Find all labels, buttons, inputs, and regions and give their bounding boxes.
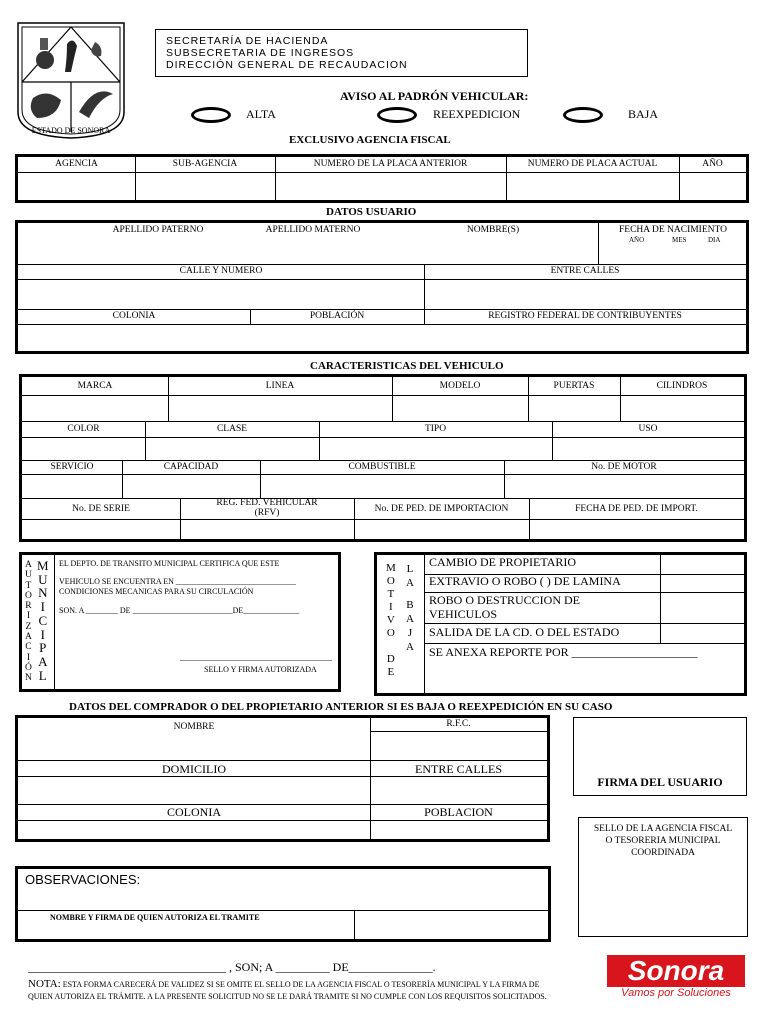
color-input[interactable] — [22, 438, 145, 460]
autoriza-tramite-input[interactable] — [355, 911, 546, 939]
sub-agencia-input[interactable] — [135, 173, 275, 200]
autorizacion-text-1: EL DEPTO. DE TRANSITO MUNICIPAL CERTIFICA QUE ESTE — [59, 559, 280, 568]
linea-input[interactable] — [168, 396, 392, 421]
placa-anterior-input[interactable] — [275, 173, 506, 200]
firma-autorizada-label: SELLO Y FIRMA AUTORIZADA — [204, 665, 317, 674]
agencia-input[interactable] — [18, 173, 135, 200]
sonora-logo-wordmark: Sonora — [607, 955, 745, 987]
vehiculo-section-title: CARACTERISTICAS DEL VEHICULO — [310, 360, 504, 372]
comprador-colonia-input[interactable] — [18, 821, 370, 839]
nombre-label: NOMBRE(S) — [466, 225, 520, 235]
clase-input[interactable] — [145, 438, 319, 460]
clase-label: CLASE — [216, 424, 248, 434]
comprador-domicilio-input[interactable] — [18, 777, 370, 804]
fecha-ped-input[interactable] — [529, 520, 744, 539]
comprador-entre-calles-label: ENTRE CALLES — [415, 762, 502, 776]
fecha-mes-label: MES — [672, 236, 687, 244]
marca-input[interactable] — [22, 396, 168, 421]
calle-label: CALLE Y NUMERO — [179, 266, 263, 276]
autorizacion-text-3: CONDICIONES MECANICAS PARA SU CIRCULACIÓN — [59, 587, 254, 596]
entre-calles-label: ENTRE CALLES — [550, 266, 620, 276]
observaciones-box — [15, 866, 551, 942]
cilindros-label: CILINDROS — [656, 381, 708, 391]
motivo-baja-box — [374, 552, 747, 696]
aviso-title: AVISO AL PADRÓN VEHICULAR: — [340, 89, 529, 103]
autoriza-tramite-label: NOMBRE Y FIRMA DE QUIEN AUTORIZA EL TRAMITE — [50, 913, 260, 922]
comprador-poblacion-input[interactable] — [370, 821, 547, 839]
uso-label: USO — [638, 424, 658, 434]
firma-usuario-label: FIRMA DEL USUARIO — [597, 775, 723, 789]
apellido-paterno-label: APELLIDO PATERNO — [112, 225, 204, 235]
nota-text-1: ESTA FORMA CARECERÁ DE VALIDEZ SI SE OMITE EL SELLO DE LA AGENCIA FISCAL O TESORERÍA MUNICIPAL Y LA FIRMA DE — [60, 980, 540, 989]
nota-text-2: QUIEN AUTORIZA EL TRÁMITE. A LA PRESENTE SOLICITUD NO SE LE DARÁ TRAMITE SI NO CUMPLE CON LOS REQUISITOS SOLICITADOS. — [28, 992, 547, 1001]
ano-input[interactable] — [679, 173, 746, 200]
servicio-input[interactable] — [22, 475, 122, 498]
fecha-dia-label: DIA — [708, 236, 721, 244]
fecha-ped-label: FECHA DE PED. DE IMPORT. — [575, 504, 698, 514]
motivo-extravio: EXTRAVIO O ROBO ( ) DE LAMINA — [429, 574, 621, 588]
sello-line-3: COORDINADA — [631, 848, 695, 858]
tipo-label: TIPO — [424, 424, 447, 434]
comprador-colonia-label: COLONIA — [167, 805, 221, 819]
coat-of-arms-logo — [15, 20, 127, 142]
agencia-header: AGENCIA — [55, 159, 98, 169]
fecha-nacimiento-label: FECHA DE NACIMIENTO — [618, 225, 728, 235]
ped-importacion-input[interactable] — [354, 520, 529, 539]
baja-label: BAJA — [628, 107, 659, 121]
header-line-2: SUBSECRETARIA DE INGRESOS — [166, 47, 355, 59]
firma-autorizada-line[interactable]: ______________________________________ — [180, 653, 332, 662]
puertas-input[interactable] — [528, 396, 620, 421]
firma-usuario-box[interactable] — [573, 717, 747, 796]
combustible-label: COMBUSTIBLE — [348, 462, 416, 472]
coat-of-arms-caption: ESTADO DE SONORA — [31, 126, 111, 135]
header-box — [155, 29, 528, 77]
agencia-table — [15, 154, 749, 203]
comprador-rfc-input[interactable] — [370, 732, 547, 760]
usuario-table — [15, 220, 749, 354]
sello-box[interactable] — [578, 817, 748, 937]
comprador-domicilio-label: DOMICILIO — [162, 762, 226, 776]
sello-line-1: SELLO DE LA AGENCIA FISCAL — [593, 824, 733, 834]
agencia-section-title: EXCLUSIVO AGENCIA FISCAL — [289, 134, 451, 146]
color-label: COLOR — [67, 424, 100, 434]
capacidad-label: CAPACIDAD — [163, 462, 219, 472]
servicio-label: SERVICIO — [50, 462, 94, 472]
serie-label: No. DE SERIE — [72, 504, 130, 514]
comprador-nombre-label: NOMBRE — [173, 722, 215, 732]
alta-checkbox[interactable] — [191, 107, 231, 123]
linea-label: LINEA — [265, 381, 295, 391]
apellido-materno-label: APELLIDO MATERNO — [265, 225, 361, 235]
autorizacion-text-4: SON. A ________ DE _________________________DE______________ — [59, 606, 300, 615]
placa-anterior-header: NUMERO DE LA PLACA ANTERIOR — [313, 159, 468, 169]
sub-agencia-header: SUB-AGENCIA — [172, 159, 238, 169]
check-salida[interactable] — [661, 624, 744, 643]
autorizacion-vertical-label: A U T O R I Z A C I Ó N — [25, 560, 32, 684]
entre-calles-input[interactable] — [424, 280, 746, 309]
uso-input[interactable] — [552, 438, 744, 460]
placa-actual-header: NUMERO DE PLACA ACTUAL — [527, 159, 658, 169]
motivo-anexa-reporte: SE ANEXA REPORTE POR _____________________ — [429, 645, 698, 659]
marca-label: MARCA — [77, 381, 113, 391]
autorizacion-box — [19, 552, 341, 692]
ano-header: AÑO — [702, 159, 723, 169]
sonora-logo-tagline: Vamos por Soluciones — [621, 987, 731, 999]
rfv-label: REG. FED. VEHICULAR — [216, 498, 318, 508]
puertas-label: PUERTAS — [553, 381, 595, 391]
comprador-entre-calles-input[interactable] — [370, 777, 547, 804]
rfc-label: REGISTRO FEDERAL DE CONTRIBUYENTES — [488, 311, 682, 321]
ped-importacion-label: No. DE PED. DE IMPORTACION — [374, 504, 509, 514]
alta-label: ALTA — [246, 107, 276, 121]
modelo-input[interactable] — [392, 396, 528, 421]
calle-input[interactable] — [18, 280, 424, 309]
motivo-robo-vehiculos: VEHICULOS — [429, 607, 497, 621]
observaciones-input[interactable] — [168, 872, 546, 908]
colonia-poblacion-rfc-input[interactable] — [18, 325, 746, 351]
motor-label: No. DE MOTOR — [591, 462, 657, 472]
placa-actual-input[interactable] — [506, 173, 679, 200]
nota-line-1 — [28, 978, 539, 990]
sello-line-2: O TESORERIA MUNICIPAL — [605, 836, 721, 846]
nota-label: NOTA: — [28, 978, 61, 990]
baja-checkbox[interactable] — [563, 107, 603, 123]
usuario-section-title: DATOS USUARIO — [326, 206, 417, 218]
rfv-sub-label: (RFV) — [254, 508, 280, 518]
motivo-robo-destruccion: ROBO O DESTRUCCION DE — [429, 593, 581, 607]
check-robo-destruccion[interactable] — [661, 593, 744, 623]
rfv-input[interactable] — [180, 520, 354, 539]
motivo-vertical-label: M O T I V O D E — [386, 562, 396, 678]
header-line-3: DIRECCIÓN GENERAL DE RECAUDACION — [166, 59, 408, 71]
comprador-rfc-label: R.F.C. — [446, 719, 471, 729]
combustible-input[interactable] — [260, 475, 504, 498]
modelo-label: MODELO — [439, 381, 481, 391]
poblacion-label: POBLACIÓN — [309, 311, 365, 321]
nombre-completo-input[interactable] — [18, 236, 598, 264]
sonora-logo — [607, 955, 745, 1001]
reexpedicion-label: REEXPEDICION — [433, 107, 521, 121]
observaciones-label: OBSERVACIONES: — [25, 872, 141, 887]
fecha-ano-label: AÑO — [629, 236, 645, 244]
serie-input[interactable] — [22, 520, 180, 539]
header-line-1: SECRETARÍA DE HACIENDA — [166, 35, 329, 47]
comprador-poblacion-label: POBLACION — [424, 805, 493, 819]
comprador-table — [15, 715, 550, 842]
capacidad-input[interactable] — [122, 475, 260, 498]
comprador-section-title: DATOS DEL COMPRADOR O DEL PROPIETARIO ANTERIOR SI ES BAJA O REEXPEDICIÓN EN SU CASO — [69, 701, 613, 713]
motivo-cambio-propietario: CAMBIO DE PROPIETARIO — [429, 555, 577, 569]
colonia-label: COLONIA — [112, 311, 156, 321]
motivo-salida: SALIDA DE LA CD. O DEL ESTADO — [429, 625, 620, 639]
lugar-fecha-line[interactable]: _________________________________ , SON; A _________ DE______________. — [28, 960, 436, 974]
la-baja-vertical-label: L A B A J A — [406, 563, 414, 653]
autorizacion-text-2: VEHICULO SE ENCUENTRA EN ______________________________ — [59, 577, 296, 586]
tipo-input[interactable] — [319, 438, 552, 460]
fecha-nacimiento-input[interactable] — [598, 245, 748, 264]
vehiculo-table — [19, 374, 747, 542]
municipal-vertical-label: M U N I C I P A L — [37, 558, 49, 683]
cilindros-input[interactable] — [620, 396, 744, 421]
check-cambio-propietario[interactable] — [661, 555, 744, 574]
reexpedicion-checkbox[interactable] — [377, 107, 417, 123]
comprador-nombre-input[interactable] — [18, 734, 370, 760]
motor-input[interactable] — [504, 475, 744, 498]
check-extravio[interactable] — [661, 575, 744, 592]
